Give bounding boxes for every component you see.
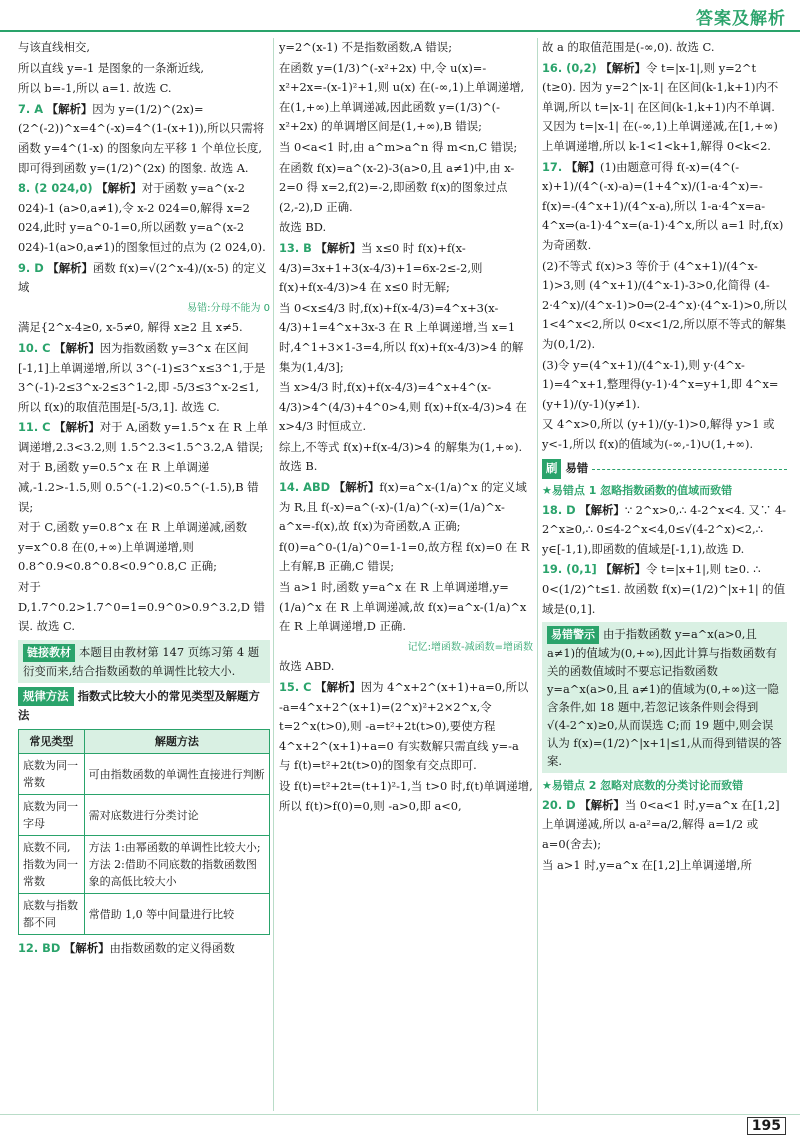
answer-text: 对于 A,函数 y=1.5^x 在 R 上单调递增,2.3<3.2,则 1.5^2.3<1.5^3.2,A 错误;: [18, 420, 269, 454]
answer-list: [542, 501, 787, 620]
answer-text: 函数 f(x)=√(2^x-4)/(x-5) 的定义域: [18, 260, 267, 295]
answer-tag: 【解析】: [54, 340, 100, 355]
table-cell: 常借助 1,0 等中间量进行比较: [84, 894, 269, 935]
answer-text: 故选 BD.: [279, 220, 327, 235]
link-box: [18, 640, 270, 683]
answer-text: 令 t=|x-1|,则 y=2^t (t≥0). 因为 y=2^|x-1| 在区间(k-1,k+1)内不单调,所以 t=|x-1| 在区间(k-1,k+1)内不单调. 又因为 t=|x-1| 在(-∞,1)上单调递减,在[1,+∞)上单调递增,所以 k-1<1<k+1,解得 0<k<2.: [542, 60, 779, 153]
answer-item: [279, 59, 533, 137]
method-title: 指数式比较大小的常见类型及解题方法: [18, 688, 260, 723]
table-row: [19, 795, 270, 836]
answer-text: 对于函数 y=a^(x-2 024)-1 (a>0,a≠1),令 x-2 024=0,解得 x=2 024,此时 y=a^0-1=0,所以函数 y=a^(x-2 024)-1(a>0,a≠1)的图象恒过的点为 (2 024,0).: [18, 181, 266, 254]
answer-text: 当 x≤0 时 f(x)+f(x-4/3)=3x+1+3(x-4/3)+1=6x-2≤-2,则 f(x)+f(x-4/3)>4 在 x≤0 时无解;: [279, 240, 483, 295]
answer-number: 8. (2 024,0): [18, 181, 93, 196]
answer-item: [279, 218, 533, 238]
answer-number: 10. C: [18, 340, 51, 355]
answer-text: f(0)=a^0-(1/a)^0=1-1=0,故方程 f(x)=0 在 R 上有解,B 正确,C 错误;: [279, 539, 530, 574]
answer-text: 当 0<a<1 时,由 a^m>a^n 得 m<n,C 错误;: [279, 139, 518, 154]
answer-tag: 【解析】: [579, 502, 625, 517]
answer-item: [279, 138, 533, 158]
answer-number: 20. D: [542, 797, 576, 812]
warn-box-label: 易错警示: [547, 626, 599, 644]
answer-text: 令 t=|x+1|,则 t≥0. ∴ 0<(1/2)^t≤1. 故函数 f(x)=(1/2)^|x+1| 的值域是(0,1].: [542, 562, 786, 616]
answer-item: [542, 856, 787, 876]
answer-item: [279, 299, 533, 377]
answer-item: [18, 59, 270, 79]
answer-text: 故 a 的取值范围是(-∞,0). 故选 C.: [542, 40, 715, 54]
footer-divider: [0, 1114, 800, 1115]
answer-item: [279, 38, 533, 58]
answer-text: 因为指数函数 y=3^x 在区间[-1,1]上单调递增,所以 3^(-1)≤3^x≤3^1,于是 3^(-1)-2≤3^x-2≤3^1-2,即 -5/3≤3^x-2≤1,所以 f(x)的取值范围是[-5/3,1]. 故选 C.: [18, 340, 266, 414]
answer-item: [542, 38, 787, 58]
answer-number: 16. (0,2): [542, 60, 597, 75]
answer-number: 12. BD: [18, 941, 61, 955]
answer-text: 当 0<a<1 时,y=a^x 在[1,2]上单调递减,所以 a-a²=a/2,解得 a=1/2 或 a=0(舍去);: [542, 797, 780, 851]
answer-tag: 【解析】: [333, 480, 380, 495]
answer-text: 在函数 y=(1/3)^(-x²+2x) 中,令 u(x)=-x²+2x=-(x-1)²+1,则 u(x) 在(-∞,1)上单调递增,在(1,+∞)上单调递减,因此函数 y=(1/3)^(-x²+2x) 的单调增区间是(1,+∞),B 错误;: [279, 60, 525, 134]
answer-number: 13. B: [279, 240, 312, 255]
answer-item: [279, 239, 533, 298]
dashed-rule: [592, 469, 787, 470]
answer-item: [18, 259, 270, 298]
answer-tag: 【解】: [565, 159, 600, 174]
answer-tag: 【解析】: [96, 181, 142, 196]
answer-item: [542, 59, 787, 157]
answer-number: 19. (0,1]: [542, 562, 597, 577]
answer-item: [18, 418, 270, 457]
answer-item: [279, 538, 533, 577]
header-divider: [0, 30, 800, 32]
answer-item: [18, 578, 270, 637]
answer-text: (1)由题意可得 f(-x)=(4^(-x)+1)/(4^(-x)-a)=(1+4^x)/(1-a·4^x)=-f(x)=-(4^x+1)/(4^x-a),所以 1-a·4^x=a-4^x⇒(a-1)·4^x=(a-1)·4^x,所以 a=1 时,f(x)为奇函数.: [542, 159, 784, 252]
table-header: 常见类型: [19, 730, 85, 754]
answer-item: [18, 179, 270, 257]
answer-text: 故选 ABD.: [279, 659, 335, 674]
link-box-label: 链接教材: [23, 644, 75, 662]
answer-tag: 【解析】: [63, 941, 110, 955]
margin-note: 易错:分母不能为 0: [187, 302, 270, 314]
answer-text: 当 0<x≤4/3 时,f(x)+f(x-4/3)=4^x+3(x-4/3)+1=4^x+3x-3 在 R 上单调递增,当 x=1 时,4^1+3×1-3=4,所以 f(x)+f(x-4/3)>4 的解集为(1,4/3];: [279, 300, 524, 374]
table-cell: 方法 1:由幂函数的单调性比较大小; 方法 2:借助不同底数的指数函数图象的高低比较大小: [84, 836, 269, 894]
column-2: [279, 38, 533, 1111]
table-row: [19, 754, 270, 795]
table-cell: 需对底数进行分类讨论: [84, 795, 269, 836]
answer-text: y=2^(x-1) 不是指数函数,A 错误;: [279, 40, 453, 54]
answer-text: 综上,不等式 f(x)+f(x-4/3)>4 的解集为(1,+∞). 故选 B.: [279, 439, 523, 474]
answer-item: [18, 939, 270, 959]
answer-item: [542, 560, 787, 619]
method-label: 规律方法: [18, 687, 74, 707]
margin-note: 记忆:增函数-减函数=增函数: [407, 641, 533, 653]
answer-text: 与该直线相交,: [18, 40, 90, 54]
column-1: [18, 38, 270, 1111]
table-row: [19, 894, 270, 935]
table-cell: 底数为同一常数: [19, 754, 85, 795]
answer-item: [18, 38, 270, 58]
yicuo-title: 易错: [565, 461, 589, 476]
warn-box: [542, 622, 787, 773]
answer-item: [542, 501, 787, 560]
link-box-text: 本题目由教材第 147 页练习第 4 题衍变而来,结合指数函数的单调性比较大小.: [23, 644, 260, 678]
answer-text: 因为 y=(1/2)^(2x)=(2^(-2))^x=4^(-x)=4^(1-(x+1)),所以只需将函数 y=4^(1-x) 的图象向左平移 1 个单位长度,即可得到函数 y=(1/2)^(2x) 的图象. 故选 A.: [18, 101, 265, 175]
answer-text: f(x)=a^x-(1/a)^x 的定义域为 R,且 f(-x)=a^(-x)-(1/a)^(-x)=(1/a)^x-a^x=-f(x),故 f(x)为奇函数,A 正确;: [279, 480, 527, 534]
table-cell: 底数不同,指数为同一常数: [19, 836, 85, 894]
answer-tag: 【解析】: [600, 60, 646, 75]
answer-text: 当 a>1 时,y=a^x 在[1,2]上单调递增,所: [542, 857, 752, 872]
method-heading: [18, 687, 270, 726]
answer-item: [279, 159, 533, 218]
answer-item: [542, 796, 787, 855]
answer-text: 对于 C,函数 y=0.8^x 在 R 上单调递减,函数 y=x^0.8 在(0,+∞)上单调递增,则 0.8^0.9<0.8^0.8<0.9^0.8,C 正确;: [18, 520, 247, 574]
answer-number: 15. C: [279, 680, 312, 694]
answer-tag: 【解析】: [46, 101, 93, 116]
answer-item: [542, 257, 787, 355]
answer-list: [542, 38, 787, 454]
answer-text: (3)令 y=(4^x+1)/(4^x-1),则 y·(4^x-1)=4^x+1,整理得(y-1)·4^x=y+1,即 4^x=(y+1)/(y-1)(y≠1).: [542, 357, 779, 411]
answer-item: [18, 79, 270, 99]
answer-item: [279, 657, 533, 677]
yicuo-point-2: ★易错点 2 忽略对底数的分类讨论而致错: [542, 779, 744, 793]
answer-item: [279, 777, 533, 816]
answer-text: 在函数 f(x)=a^(x-2)-3(a>0,且 a≠1)中,由 x-2=0 得 x=2,f(2)=-2,即函数 f(x)的图象过点(2,-2),D 正确.: [279, 160, 515, 214]
answer-number: 17.: [542, 159, 563, 174]
table-cell: 底数与指数都不同: [19, 894, 85, 935]
column-divider: [537, 38, 538, 1111]
answer-item: [279, 478, 533, 537]
answer-tag: 【解析】: [579, 797, 625, 812]
answer-item: [279, 578, 533, 637]
answer-item: [279, 678, 533, 776]
answer-text: 由指数函数的定义得函数: [109, 941, 235, 955]
column-divider: [273, 38, 274, 1111]
answer-number: 11. C: [18, 420, 51, 435]
answer-item: [542, 415, 787, 454]
answer-number: 18. D: [542, 502, 576, 517]
answer-text: 因为 4^x+2^(x+1)+a=0,所以 -a=4^x+2^(x+1)=(2^x)²+2×2^x,令 t=2^x(t>0),则 -a=t²+2t(t>0),要使方程 4^x+2^(x+1)+a=0 有实数解只需直线 y=-a 与 f(t)=t²+2t(t>0)的图象有交点即可.: [279, 680, 529, 773]
yicuo-icon: 刷: [542, 459, 561, 479]
answer-text: 所以 b=-1,所以 a=1. 故选 C.: [18, 81, 172, 96]
answer-list: [18, 38, 270, 637]
method-table: [18, 729, 270, 935]
answer-item: [18, 318, 270, 338]
answer-text: 对于 B,函数 y=0.5^x 在 R 上单调递减,-1.2>-1.5,则 0.5^(-1.2)<0.5^(-1.5),B 错误;: [18, 460, 259, 514]
answer-number: 14. ABD: [279, 480, 331, 495]
answer-text: 又 4^x>0,所以 (y+1)/(y-1)>0,解得 y>1 或 y<-1,所以 f(x)的值域为(-∞,-1)∪(1,+∞).: [542, 417, 775, 451]
answer-tag: 【解析】: [47, 260, 93, 275]
answer-text: ∵ 2^x>0,∴ 4-2^x<4. 又∵ 4-2^x≥0,∴ 0≤4-2^x<4,0≤√(4-2^x)<2,∴ y∈[-1,1),即函数的值域是[-1,1),故选 D.: [542, 502, 787, 556]
answer-tag: 【解析】: [315, 240, 362, 255]
answer-list: [279, 38, 533, 816]
answer-text: 设 f(t)=t²+2t=(t+1)²-1,当 t>0 时,f(t)单调递增,所以 f(t)>f(0)=0,则 -a>0,即 a<0,: [279, 778, 533, 813]
answer-item: [542, 356, 787, 415]
answer-item: [18, 518, 270, 577]
table-header: 解题方法: [84, 730, 269, 754]
answer-number: 7. A: [18, 101, 44, 116]
header-title: 答案及解析: [696, 9, 786, 29]
answer-tag: 【解析】: [600, 562, 646, 577]
answer-tag: 【解析】: [315, 680, 361, 694]
answer-text: 所以直线 y=-1 是图象的一条渐近线,: [18, 60, 205, 75]
answer-text: 满足{2^x-4≥0, x-5≠0, 解得 x≥2 且 x≠5.: [18, 320, 243, 335]
answer-text: (2)不等式 f(x)>3 等价于 (4^x+1)/(4^x-1)>3,则 (4^x+1)/(4^x-1)-3>0,化简得 (4-2·4^x)/(4^x-1)>0⇒(2-4^x)·(4^x-1)>0,所以 1<4^x<2,所以 0<x<1/2,所以原不等式的解集为(0,1/2).: [542, 258, 787, 351]
column-3: [542, 38, 787, 1111]
table-row: [19, 836, 270, 894]
answer-item: [18, 339, 270, 417]
answer-item: [279, 438, 533, 477]
answer-item: [542, 158, 787, 256]
answer-number: 9. D: [18, 260, 44, 275]
answer-text: 当 x>4/3 时,f(x)+f(x-4/3)=4^x+4^(x-4/3)>4^(4/3)+4^0>4,则 f(x)+f(x-4/3)>4 在 x>4/3 时恒成立.: [279, 380, 527, 434]
answer-text: 当 a>1 时,函数 y=a^x 在 R 上单调递增,y=(1/a)^x 在 R 上单调递减,故 f(x)=a^x-(1/a)^x 在 R 上单调递增,D 正确.: [279, 580, 527, 634]
answer-item: [18, 458, 270, 517]
table-cell: 可由指数函数的单调性直接进行判断: [84, 754, 269, 795]
answer-item: [279, 378, 533, 437]
answer-list: [542, 796, 787, 875]
yicuo-point-1: ★易错点 1 忽略指数函数的值域而致错: [542, 484, 733, 498]
warn-box-text: 由于指数函数 y=a^x(a>0,且 a≠1)的值域为(0,+∞),因此计算与指数函数有关的函数值域时不要忘记指数函数 y=a^x(a>0,且 a≠1)的值域为(0,+∞)这一隐含条件,如 18 题中,若忽记该条件则会得到 √(4-2^x)≥0,从而误选 C;而 19 题中,则会误认为 f(x)=(1/2)^|x+1|≤1,从而得到错误的答案.: [547, 627, 782, 769]
answer-item: [18, 100, 270, 178]
table-cell: 底数为同一字母: [19, 795, 85, 836]
answer-tag: 【解析】: [54, 420, 100, 435]
answer-text: 对于 D,1.7^0.2>1.7^0=1=0.9^0>0.9^3.2,D 错误. 故选 C.: [18, 580, 265, 634]
page-number: 195: [747, 1117, 786, 1135]
yicuo-bar: [542, 459, 787, 479]
